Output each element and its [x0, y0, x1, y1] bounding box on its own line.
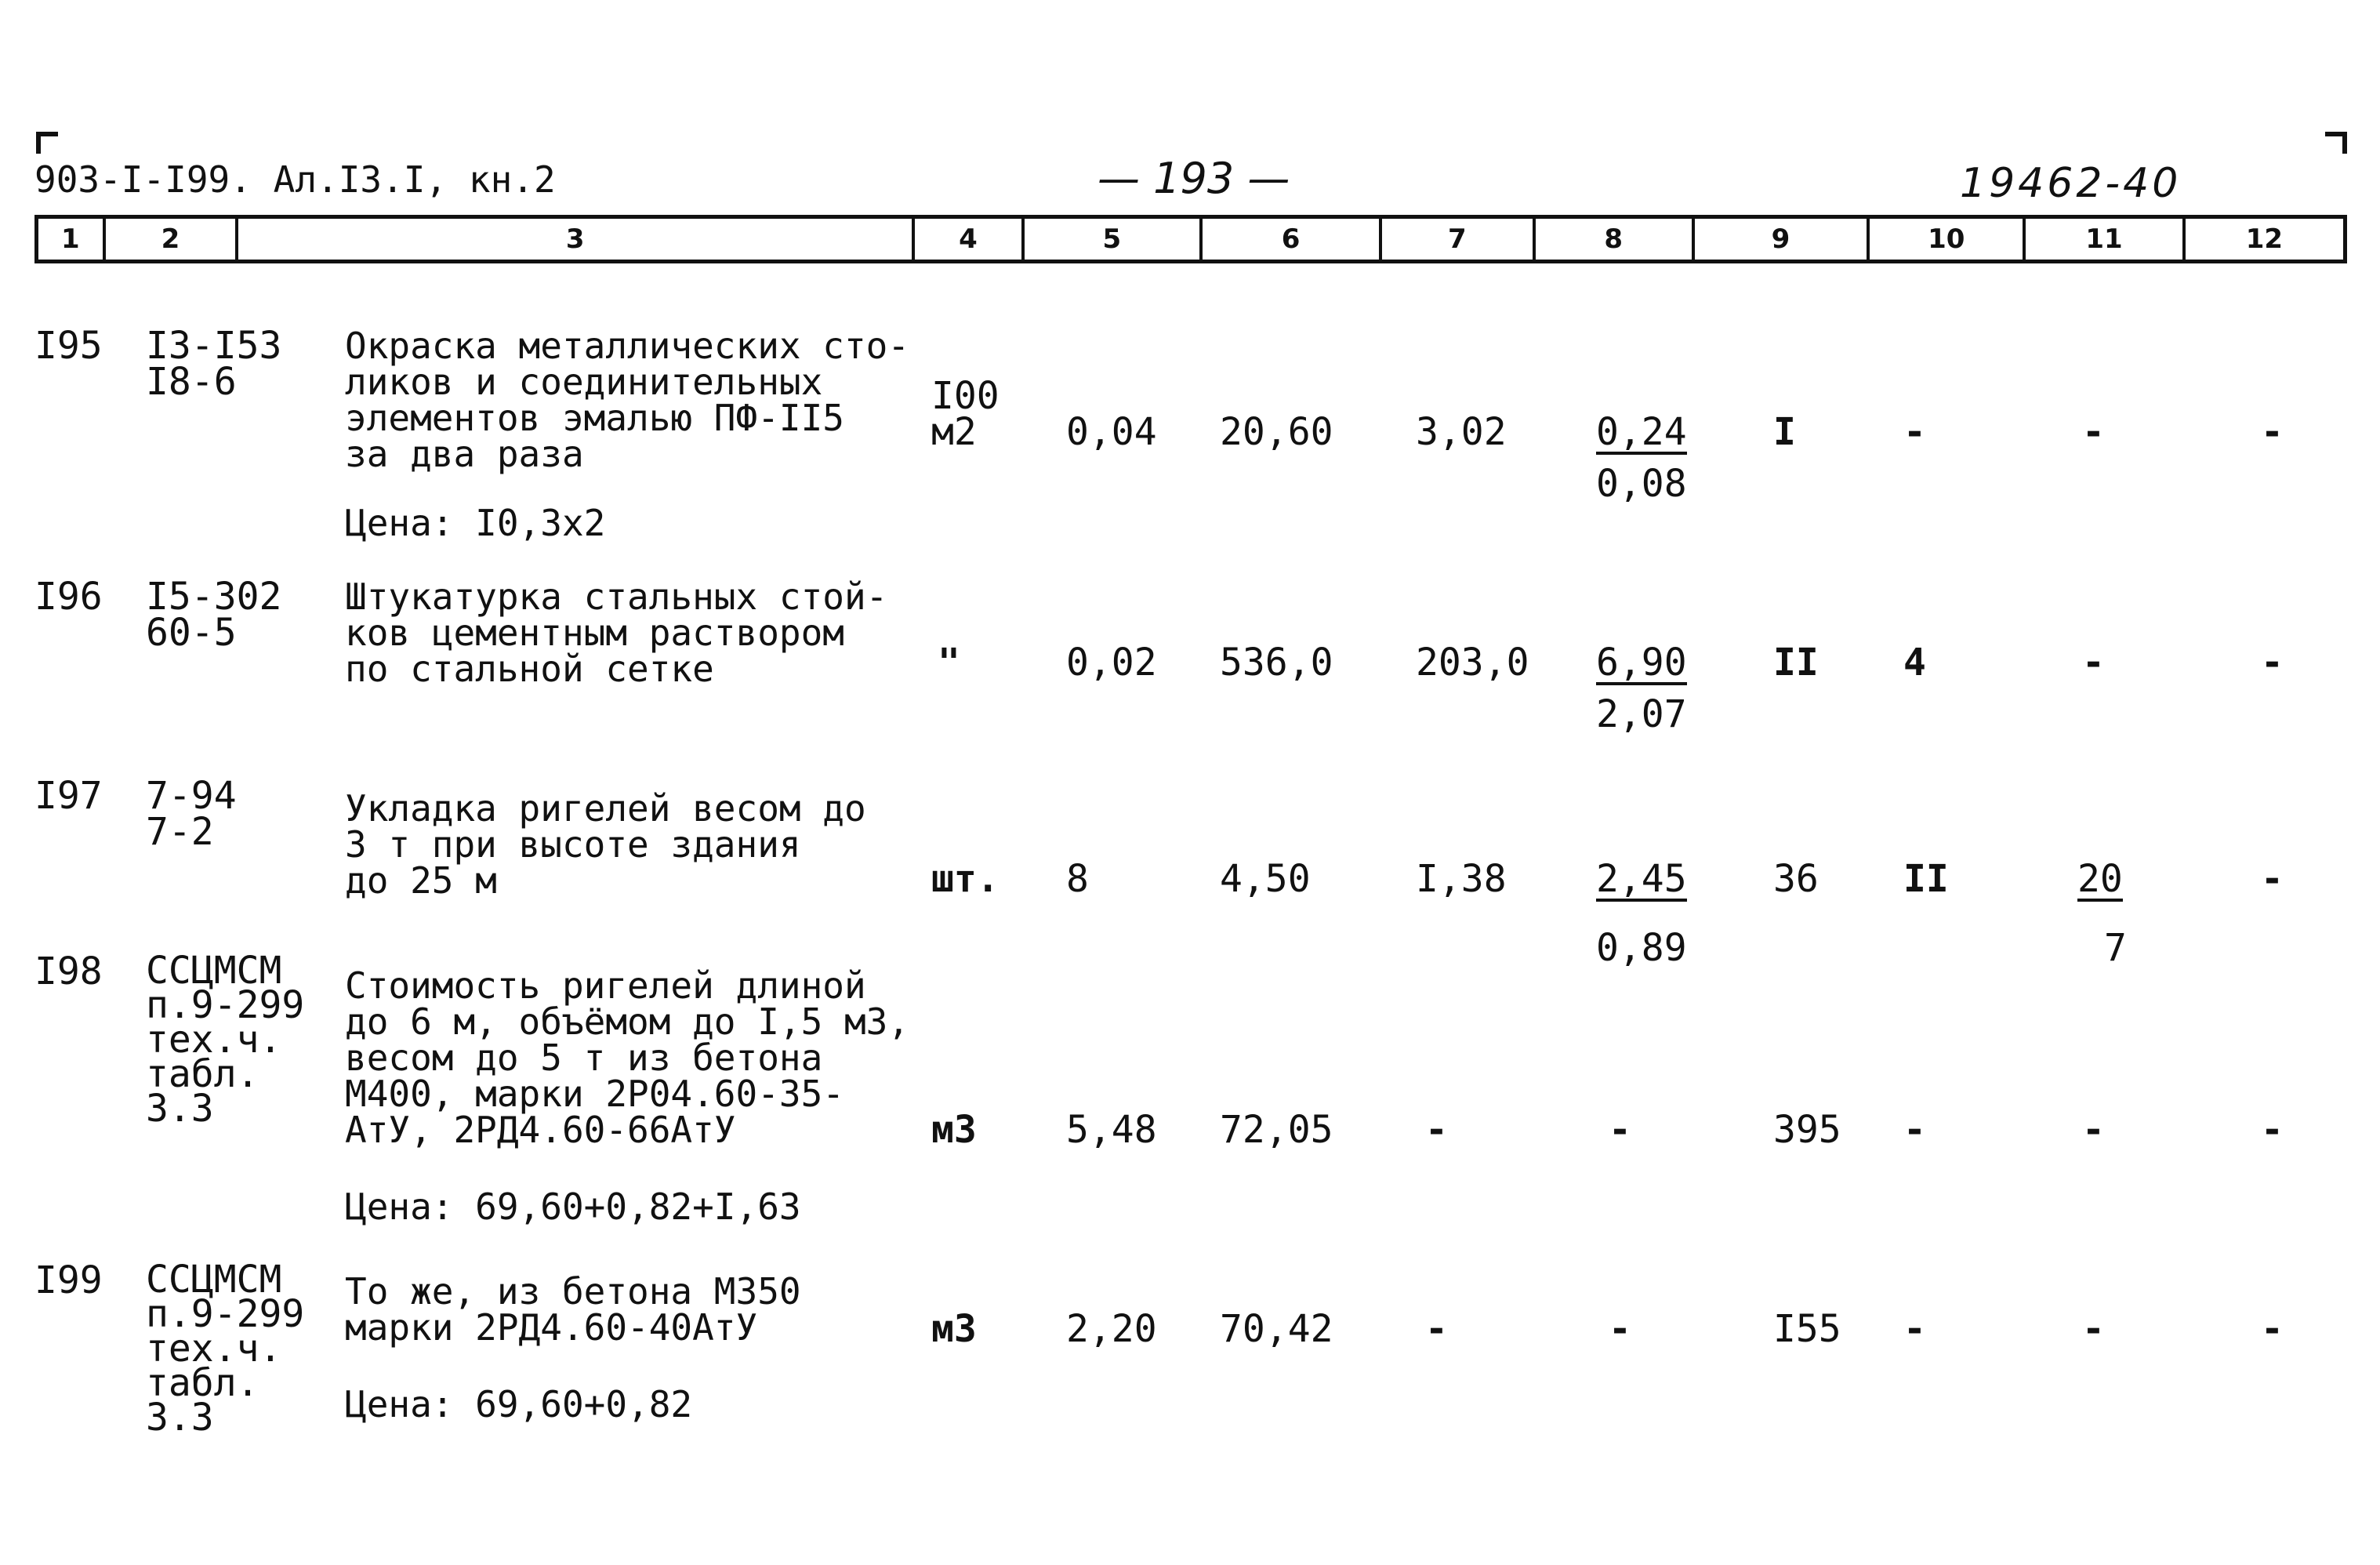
column-11-value: - [2082, 1108, 2105, 1152]
column-10-value: - [1903, 1108, 1926, 1152]
unit: м3 [931, 1307, 977, 1351]
work-description: Стоимость ригелей длиной до 6 м, объёмом до I,5 м3, весом до 5 т из бетона М400, марки 2Р04.60-35- АтУ, 2РД4.60-66АтУ [345, 964, 910, 1151]
row-number: I95 [34, 324, 103, 368]
column-12-value: - [2261, 1108, 2284, 1152]
quantity: 5,48 [1066, 1108, 1157, 1152]
corner-mark-top-right [2325, 132, 2347, 154]
column-number: 1 [38, 219, 106, 260]
document-number: 19462-40 [1960, 160, 2182, 207]
work-description: Штукатурка стальных стой- ков цементным раствором по стальной сетке [345, 576, 888, 690]
column-12-value: - [2261, 410, 2284, 454]
norm-code: I3-I53 I8-6 [146, 324, 282, 404]
column-8-value: - [1609, 1307, 1631, 1351]
corner-mark-top-left [36, 132, 58, 154]
unit-cost: 536,0 [1220, 641, 1333, 684]
column-7-value: I,38 [1416, 857, 1507, 901]
column-number: 11 [2026, 219, 2185, 260]
column-number: 7 [1382, 219, 1535, 260]
unit: м3 [931, 1108, 977, 1152]
unit-cost: 20,60 [1220, 410, 1333, 454]
column-12-value: - [2261, 1307, 2284, 1351]
column-number: 12 [2245, 223, 2284, 255]
column-8-top: 6,90 [1596, 641, 1687, 684]
column-number: 9 [1695, 219, 1870, 260]
document-code: 903-I-I99. Ал.I3.I, кн.2 [34, 158, 556, 201]
column-number: 3 [238, 219, 915, 260]
column-11-value: - [2082, 410, 2105, 454]
column-7-value: 203,0 [1416, 641, 1529, 684]
norm-code: ССЦМСМ п.9-299 тех.ч. табл. 3.3 [146, 1258, 305, 1440]
column-9-value: 395 [1773, 1108, 1841, 1152]
row-number: I99 [34, 1258, 103, 1302]
column-number: 8 [1536, 219, 1695, 260]
price-note: Цена: 69,60+0,82 [345, 1383, 693, 1425]
column-8-top: 0,24 [1596, 410, 1687, 454]
norm-code: 7-94 7-2 [146, 774, 237, 854]
column-7-value: - [1425, 1307, 1448, 1351]
column-11-value: - [2082, 1307, 2105, 1351]
row-number: I96 [34, 575, 103, 619]
unit: шт. [931, 857, 1000, 901]
unit-cost: 70,42 [1220, 1307, 1333, 1351]
column-number: 2 [106, 219, 238, 260]
column-9-value: I [1773, 410, 1796, 454]
column-9-value: II [1773, 641, 1819, 684]
column-11-bottom: 7 [2104, 926, 2127, 970]
norm-code: ССЦМСМ п.9-299 тех.ч. табл. 3.3 [146, 949, 305, 1131]
column-11-top: 20 [2077, 857, 2123, 901]
quantity: 0,04 [1066, 410, 1157, 454]
row-number: I98 [34, 950, 103, 993]
column-number: 10 [1870, 219, 2026, 260]
column-12-value: - [2261, 857, 2284, 901]
column-11-value: - [2082, 641, 2105, 684]
column-number: 6 [1203, 219, 1382, 260]
column-8-bottom: 0,08 [1596, 462, 1687, 506]
unit: I00 м2 [931, 374, 1000, 454]
column-8-top: 2,45 [1596, 857, 1687, 901]
column-10-value: - [1903, 1307, 1926, 1351]
quantity: 0,02 [1066, 641, 1157, 684]
price-note: Цена: I0,3х2 [345, 502, 606, 544]
quantity: 8 [1066, 857, 1089, 901]
unit: " [938, 641, 960, 684]
column-7-value: - [1425, 1108, 1448, 1152]
column-8-value: - [1609, 1108, 1631, 1152]
page-number: — 193 — [1097, 154, 1290, 203]
column-9-value: I55 [1773, 1307, 1841, 1351]
quantity: 2,20 [1066, 1307, 1157, 1351]
row-number: I97 [34, 774, 103, 818]
unit-cost: 72,05 [1220, 1108, 1333, 1152]
column-10-value: 4 [1903, 641, 1926, 684]
column-number: 4 [915, 219, 1025, 260]
work-description: Окраска металлических сто- ликов и соединительных элементов эмалью ПФ-II5 за два раза [345, 325, 910, 475]
column-12-value: - [2261, 641, 2284, 684]
column-7-value: 3,02 [1416, 410, 1507, 454]
norm-code: I5-302 60-5 [146, 575, 282, 655]
column-number: 5 [1025, 219, 1203, 260]
column-8-bottom: 2,07 [1596, 692, 1687, 736]
column-9-value: 36 [1773, 857, 1819, 901]
unit-cost: 4,50 [1220, 857, 1311, 901]
column-8-bottom: 0,89 [1596, 926, 1687, 970]
column-10-value: - [1903, 410, 1926, 454]
column-10-value: II [1903, 857, 1949, 901]
work-description: То же, из бетона М350 марки 2РД4.60-40АтУ [345, 1270, 801, 1349]
work-description: Укладка ригелей весом до 3 т при высоте здания до 25 м [345, 787, 866, 902]
column-number-header [34, 215, 2347, 263]
price-note: Цена: 69,60+0,82+I,63 [345, 1186, 801, 1228]
